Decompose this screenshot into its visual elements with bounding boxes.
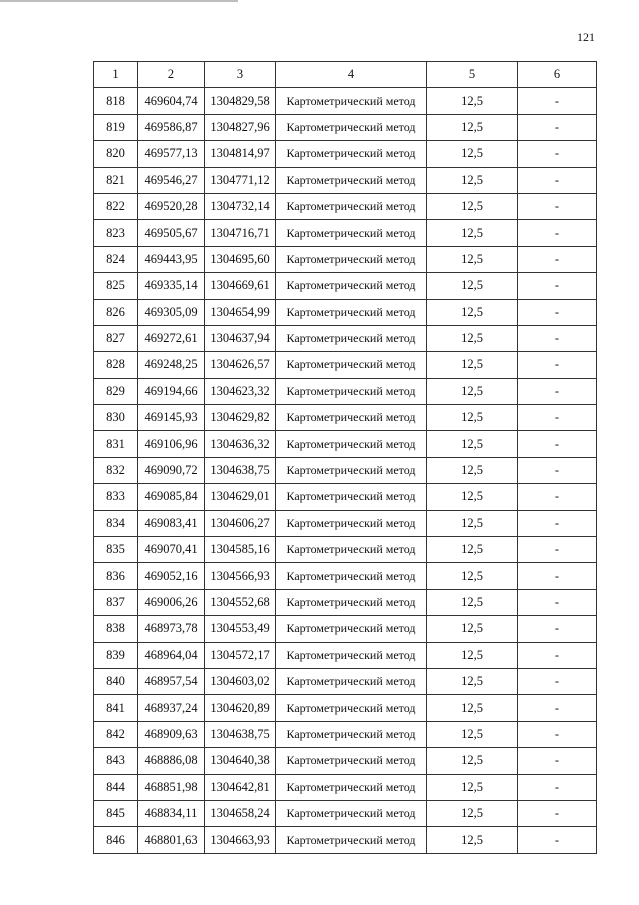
- method-cell: Картометрический метод: [276, 246, 427, 272]
- x-coordinate-cell: 469194,66: [138, 378, 205, 404]
- method-cell: Картометрический метод: [276, 695, 427, 721]
- table-body: [94, 88, 597, 853]
- y-coordinate-cell: 1304606,27: [205, 510, 276, 536]
- table-row: [94, 510, 597, 536]
- point-number-cell: 843: [94, 748, 138, 774]
- accuracy-cell: 12,5: [427, 774, 518, 800]
- point-number-cell: 839: [94, 642, 138, 668]
- y-coordinate-cell: 1304695,60: [205, 246, 276, 272]
- description-cell: -: [518, 88, 597, 114]
- y-coordinate-cell: 1304623,32: [205, 378, 276, 404]
- description-cell: -: [518, 273, 597, 299]
- point-number-cell: 842: [94, 721, 138, 747]
- method-cell: Картометрический метод: [276, 827, 427, 853]
- accuracy-cell: 12,5: [427, 352, 518, 378]
- point-number-cell: 845: [94, 800, 138, 826]
- description-cell: -: [518, 167, 597, 193]
- x-coordinate-cell: 468851,98: [138, 774, 205, 800]
- point-number-cell: 818: [94, 88, 138, 114]
- table-row: [94, 563, 597, 589]
- point-number-cell: 835: [94, 537, 138, 563]
- y-coordinate-cell: 1304827,96: [205, 114, 276, 140]
- method-cell: Картометрический метод: [276, 748, 427, 774]
- y-coordinate-cell: 1304771,12: [205, 167, 276, 193]
- x-coordinate-cell: 468801,63: [138, 827, 205, 853]
- y-coordinate-cell: 1304566,93: [205, 563, 276, 589]
- y-coordinate-cell: 1304640,38: [205, 748, 276, 774]
- point-number-cell: 826: [94, 299, 138, 325]
- point-number-cell: 833: [94, 484, 138, 510]
- accuracy-cell: 12,5: [427, 510, 518, 536]
- x-coordinate-cell: 468957,54: [138, 668, 205, 694]
- table-row: [94, 273, 597, 299]
- y-coordinate-cell: 1304642,81: [205, 774, 276, 800]
- method-cell: Картометрический метод: [276, 167, 427, 193]
- point-number-cell: 838: [94, 616, 138, 642]
- description-cell: -: [518, 827, 597, 853]
- description-cell: -: [518, 695, 597, 721]
- y-coordinate-cell: 1304553,49: [205, 616, 276, 642]
- table-row: [94, 457, 597, 483]
- accuracy-cell: 12,5: [427, 88, 518, 114]
- x-coordinate-cell: 469006,26: [138, 589, 205, 615]
- method-cell: Картометрический метод: [276, 668, 427, 694]
- description-cell: -: [518, 431, 597, 457]
- method-cell: Картометрический метод: [276, 220, 427, 246]
- header-cell-5: 5: [427, 62, 518, 88]
- accuracy-cell: 12,5: [427, 431, 518, 457]
- header-row: [94, 62, 597, 88]
- x-coordinate-cell: 469272,61: [138, 325, 205, 351]
- point-number-cell: 829: [94, 378, 138, 404]
- table-row: [94, 325, 597, 351]
- table-row: [94, 668, 597, 694]
- x-coordinate-cell: 469335,14: [138, 273, 205, 299]
- accuracy-cell: 12,5: [427, 695, 518, 721]
- header-cell-4: 4: [276, 62, 427, 88]
- description-cell: -: [518, 299, 597, 325]
- point-number-cell: 834: [94, 510, 138, 536]
- method-cell: Картометрический метод: [276, 616, 427, 642]
- description-cell: -: [518, 325, 597, 351]
- y-coordinate-cell: 1304669,61: [205, 273, 276, 299]
- header-cell-2: 2: [138, 62, 205, 88]
- table-row: [94, 114, 597, 140]
- x-coordinate-cell: 469090,72: [138, 457, 205, 483]
- method-cell: Картометрический метод: [276, 800, 427, 826]
- point-number-cell: 841: [94, 695, 138, 721]
- x-coordinate-cell: 469604,74: [138, 88, 205, 114]
- accuracy-cell: 12,5: [427, 537, 518, 563]
- table-row: [94, 88, 597, 114]
- point-number-cell: 821: [94, 167, 138, 193]
- x-coordinate-cell: 469052,16: [138, 563, 205, 589]
- method-cell: Картометрический метод: [276, 405, 427, 431]
- method-cell: Картометрический метод: [276, 589, 427, 615]
- description-cell: -: [518, 774, 597, 800]
- y-coordinate-cell: 1304552,68: [205, 589, 276, 615]
- description-cell: -: [518, 378, 597, 404]
- description-cell: -: [518, 563, 597, 589]
- table-row: [94, 800, 597, 826]
- table-row: [94, 748, 597, 774]
- method-cell: Картометрический метод: [276, 378, 427, 404]
- header-cell-3: 3: [205, 62, 276, 88]
- description-cell: -: [518, 457, 597, 483]
- accuracy-cell: 12,5: [427, 193, 518, 219]
- accuracy-cell: 12,5: [427, 114, 518, 140]
- method-cell: Картометрический метод: [276, 273, 427, 299]
- accuracy-cell: 12,5: [427, 616, 518, 642]
- accuracy-cell: 12,5: [427, 299, 518, 325]
- x-coordinate-cell: 469248,25: [138, 352, 205, 378]
- method-cell: Картометрический метод: [276, 484, 427, 510]
- y-coordinate-cell: 1304663,93: [205, 827, 276, 853]
- point-number-cell: 832: [94, 457, 138, 483]
- accuracy-cell: 12,5: [427, 589, 518, 615]
- x-coordinate-cell: 468937,24: [138, 695, 205, 721]
- accuracy-cell: 12,5: [427, 721, 518, 747]
- accuracy-cell: 12,5: [427, 563, 518, 589]
- method-cell: Картометрический метод: [276, 88, 427, 114]
- x-coordinate-cell: 468964,04: [138, 642, 205, 668]
- description-cell: -: [518, 352, 597, 378]
- description-cell: -: [518, 537, 597, 563]
- table-row: [94, 352, 597, 378]
- description-cell: -: [518, 193, 597, 219]
- method-cell: Картометрический метод: [276, 510, 427, 536]
- method-cell: Картометрический метод: [276, 114, 427, 140]
- y-coordinate-cell: 1304638,75: [205, 457, 276, 483]
- accuracy-cell: 12,5: [427, 800, 518, 826]
- header-cell-1: 1: [94, 62, 138, 88]
- accuracy-cell: 12,5: [427, 220, 518, 246]
- description-cell: -: [518, 510, 597, 536]
- table-row: [94, 431, 597, 457]
- table-row: [94, 193, 597, 219]
- table-row: [94, 405, 597, 431]
- method-cell: Картометрический метод: [276, 141, 427, 167]
- accuracy-cell: 12,5: [427, 484, 518, 510]
- accuracy-cell: 12,5: [427, 827, 518, 853]
- point-number-cell: 846: [94, 827, 138, 853]
- x-coordinate-cell: 469520,28: [138, 193, 205, 219]
- description-cell: -: [518, 484, 597, 510]
- y-coordinate-cell: 1304658,24: [205, 800, 276, 826]
- table-row: [94, 378, 597, 404]
- x-coordinate-cell: 469577,13: [138, 141, 205, 167]
- accuracy-cell: 12,5: [427, 325, 518, 351]
- y-coordinate-cell: 1304829,58: [205, 88, 276, 114]
- y-coordinate-cell: 1304585,16: [205, 537, 276, 563]
- table-row: [94, 827, 597, 853]
- accuracy-cell: 12,5: [427, 748, 518, 774]
- table-row: [94, 246, 597, 272]
- accuracy-cell: 12,5: [427, 167, 518, 193]
- table-row: [94, 167, 597, 193]
- description-cell: -: [518, 668, 597, 694]
- description-cell: -: [518, 114, 597, 140]
- table-row: [94, 642, 597, 668]
- y-coordinate-cell: 1304620,89: [205, 695, 276, 721]
- description-cell: -: [518, 246, 597, 272]
- y-coordinate-cell: 1304636,32: [205, 431, 276, 457]
- x-coordinate-cell: 469305,09: [138, 299, 205, 325]
- x-coordinate-cell: 469083,41: [138, 510, 205, 536]
- method-cell: Картометрический метод: [276, 537, 427, 563]
- point-number-cell: 828: [94, 352, 138, 378]
- description-cell: -: [518, 616, 597, 642]
- x-coordinate-cell: 469586,87: [138, 114, 205, 140]
- x-coordinate-cell: 469145,93: [138, 405, 205, 431]
- description-cell: -: [518, 220, 597, 246]
- x-coordinate-cell: 469505,67: [138, 220, 205, 246]
- x-coordinate-cell: 469085,84: [138, 484, 205, 510]
- y-coordinate-cell: 1304572,17: [205, 642, 276, 668]
- point-number-cell: 830: [94, 405, 138, 431]
- accuracy-cell: 12,5: [427, 273, 518, 299]
- table-row: [94, 721, 597, 747]
- table-row: [94, 589, 597, 615]
- description-cell: -: [518, 642, 597, 668]
- method-cell: Картометрический метод: [276, 193, 427, 219]
- y-coordinate-cell: 1304629,01: [205, 484, 276, 510]
- x-coordinate-cell: 468886,08: [138, 748, 205, 774]
- x-coordinate-cell: 469443,95: [138, 246, 205, 272]
- y-coordinate-cell: 1304654,99: [205, 299, 276, 325]
- point-number-cell: 820: [94, 141, 138, 167]
- table-row: [94, 537, 597, 563]
- y-coordinate-cell: 1304629,82: [205, 405, 276, 431]
- method-cell: Картометрический метод: [276, 563, 427, 589]
- y-coordinate-cell: 1304814,97: [205, 141, 276, 167]
- accuracy-cell: 12,5: [427, 457, 518, 483]
- point-number-cell: 819: [94, 114, 138, 140]
- point-number-cell: 837: [94, 589, 138, 615]
- point-number-cell: 827: [94, 325, 138, 351]
- point-number-cell: 822: [94, 193, 138, 219]
- method-cell: Картометрический метод: [276, 642, 427, 668]
- x-coordinate-cell: 468834,11: [138, 800, 205, 826]
- y-coordinate-cell: 1304732,14: [205, 193, 276, 219]
- x-coordinate-cell: 468909,63: [138, 721, 205, 747]
- y-coordinate-cell: 1304638,75: [205, 721, 276, 747]
- page-number: 121: [577, 30, 595, 44]
- point-number-cell: 824: [94, 246, 138, 272]
- table-row: [94, 616, 597, 642]
- description-cell: -: [518, 800, 597, 826]
- accuracy-cell: 12,5: [427, 642, 518, 668]
- scan-edge-mark: [0, 0, 238, 2]
- header-cell-6: 6: [518, 62, 597, 88]
- table-header: [94, 62, 597, 88]
- table-row: [94, 141, 597, 167]
- description-cell: -: [518, 405, 597, 431]
- method-cell: Картометрический метод: [276, 299, 427, 325]
- method-cell: Картометрический метод: [276, 325, 427, 351]
- method-cell: Картометрический метод: [276, 721, 427, 747]
- x-coordinate-cell: 468973,78: [138, 616, 205, 642]
- accuracy-cell: 12,5: [427, 405, 518, 431]
- accuracy-cell: 12,5: [427, 246, 518, 272]
- table-row: [94, 695, 597, 721]
- coordinates-table: [93, 61, 597, 854]
- table-row: [94, 484, 597, 510]
- accuracy-cell: 12,5: [427, 668, 518, 694]
- table-row: [94, 299, 597, 325]
- x-coordinate-cell: 469106,96: [138, 431, 205, 457]
- point-number-cell: 825: [94, 273, 138, 299]
- accuracy-cell: 12,5: [427, 141, 518, 167]
- method-cell: Картометрический метод: [276, 431, 427, 457]
- table-row: [94, 220, 597, 246]
- method-cell: Картометрический метод: [276, 352, 427, 378]
- x-coordinate-cell: 469070,41: [138, 537, 205, 563]
- method-cell: Картометрический метод: [276, 774, 427, 800]
- point-number-cell: 823: [94, 220, 138, 246]
- point-number-cell: 840: [94, 668, 138, 694]
- description-cell: -: [518, 141, 597, 167]
- description-cell: -: [518, 589, 597, 615]
- description-cell: -: [518, 748, 597, 774]
- table-row: [94, 774, 597, 800]
- y-coordinate-cell: 1304603,02: [205, 668, 276, 694]
- x-coordinate-cell: 469546,27: [138, 167, 205, 193]
- point-number-cell: 836: [94, 563, 138, 589]
- y-coordinate-cell: 1304637,94: [205, 325, 276, 351]
- method-cell: Картометрический метод: [276, 457, 427, 483]
- y-coordinate-cell: 1304626,57: [205, 352, 276, 378]
- point-number-cell: 844: [94, 774, 138, 800]
- accuracy-cell: 12,5: [427, 378, 518, 404]
- point-number-cell: 831: [94, 431, 138, 457]
- y-coordinate-cell: 1304716,71: [205, 220, 276, 246]
- description-cell: -: [518, 721, 597, 747]
